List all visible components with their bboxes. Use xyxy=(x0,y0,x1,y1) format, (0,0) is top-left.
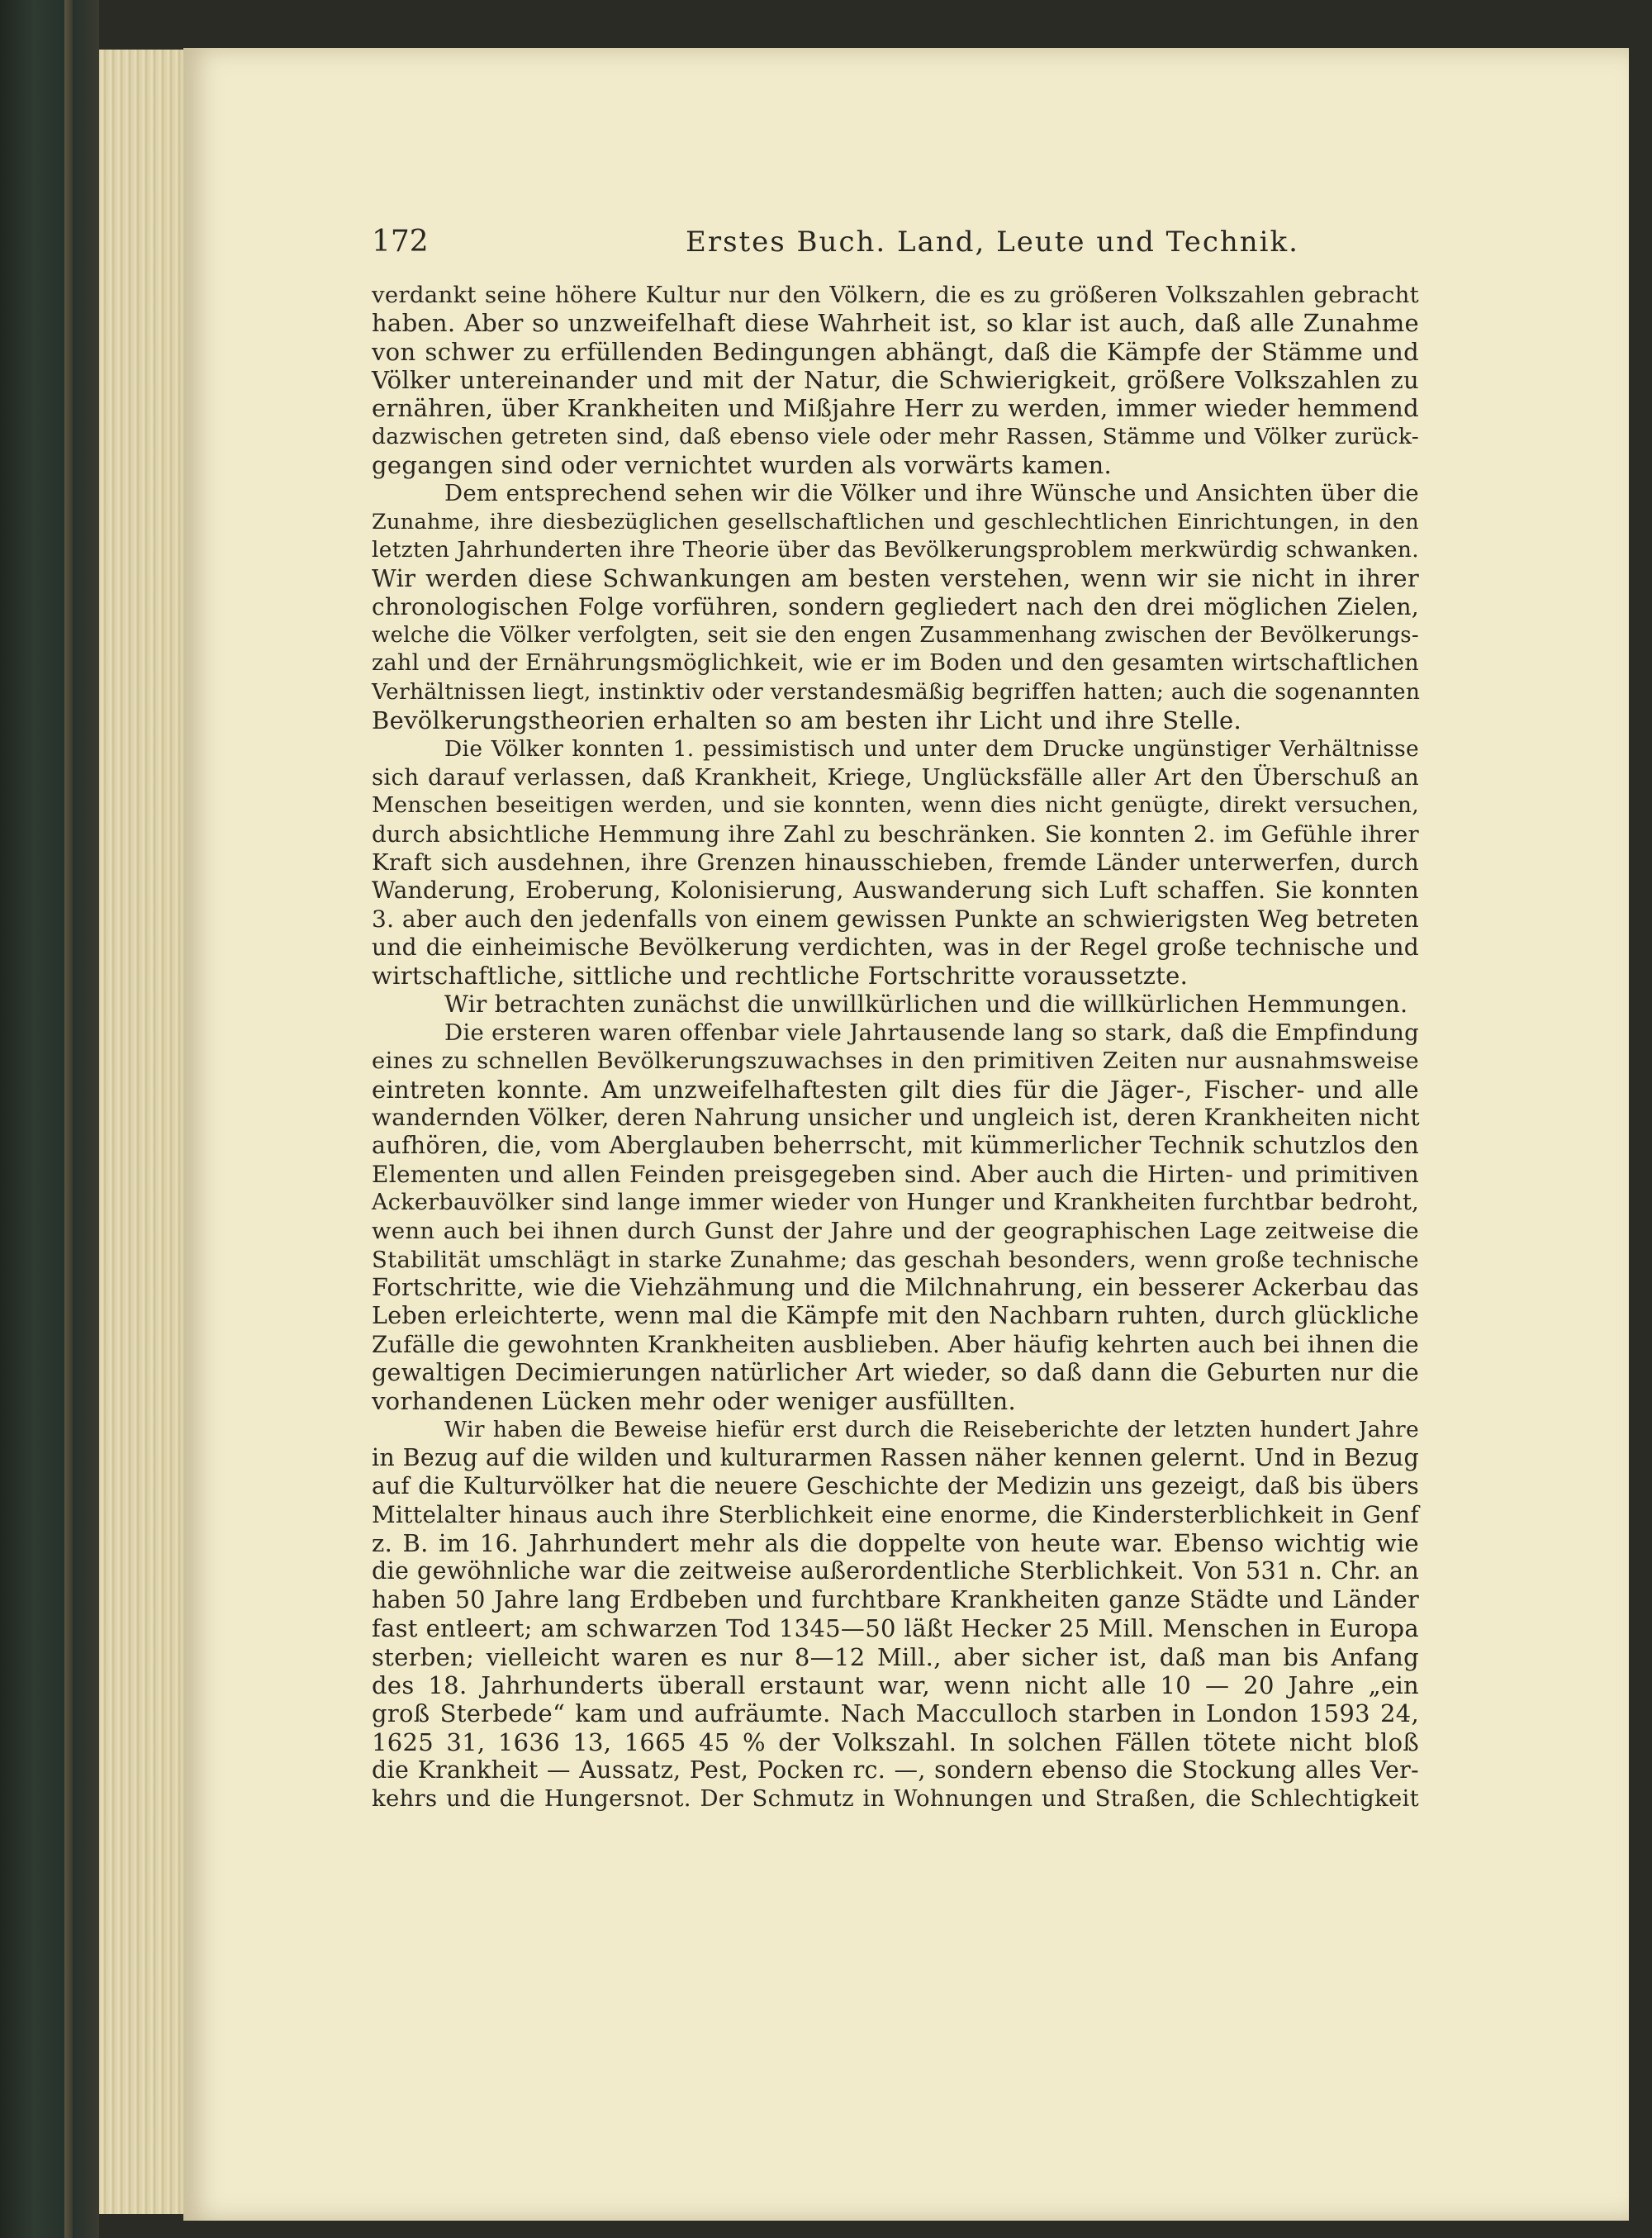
page-number: 172 xyxy=(372,225,429,259)
page-header xyxy=(372,221,1429,263)
text-line: kehrs und die Hungersnot. Der Schmutz in Wohnungen und Straßen, die Schlechtigkeit xyxy=(372,1785,1419,1813)
text-line: zahl und der Ernährungsmöglichkeit, wie er im Boden und den gesamten wirtschaftlichen xyxy=(372,650,1419,677)
text-line: welche die Völker verfolgten, seit sie den engen Zusammenhang zwischen der Bevölkerungs- xyxy=(372,623,1419,649)
book-binding xyxy=(0,0,99,2238)
text-line: letzten Jahrhunderten ihre Theorie über das Bevölkerungsproblem merkwürdig schwanken. xyxy=(372,537,1419,563)
text-line: Bevölkerungstheorien erhalten so am besten ihr Licht und ihre Stelle. xyxy=(372,706,1242,735)
text-line: chronologischen Folge vorführen, sondern gegliedert nach den drei möglichen Zielen, xyxy=(372,592,1419,620)
text-line: vorhandenen Lücken mehr oder weniger ausfüllten. xyxy=(372,1387,1016,1416)
text-line: Menschen beseitigen werden, und sie konnten, wenn dies nicht genügte, direkt versuchen, xyxy=(372,792,1419,819)
text-line: des 18. Jahrhunderts überall erstaunt war, wenn nicht alle 10 — 20 Jahre „ein xyxy=(372,1670,1419,1699)
text-line: Ackerbauvölker sind lange immer wieder von Hunger und Krankheiten furchtbar bedroht, xyxy=(372,1190,1419,1215)
text-line: fast entleert; am schwarzen Tod 1345—50 läßt Hecker 25 Mill. Menschen in Europa xyxy=(372,1614,1419,1643)
text-line: haben 50 Jahre lang Erdbeben und furchtbare Krankheiten ganze Städte und Länder xyxy=(372,1585,1419,1613)
text-line: ernähren, über Krankheiten und Mißjahre Herr zu werden, immer wieder hemmend xyxy=(372,394,1419,423)
text-line: Verhältnissen liegt, instinktiv oder verstandesmäßig begriffen hatten; auch die sogenannten xyxy=(372,678,1421,705)
text-line: Völker untereinander und mit der Natur, die Schwierigkeit, größere Volkszahlen zu xyxy=(372,366,1419,395)
text-line: sich darauf verlassen, daß Krankheit, Kriege, Unglücksfälle aller Art den Überschuß an xyxy=(372,763,1419,791)
text-line: Zufälle die gewohnten Krankheiten ausblieben. Aber häufig kehrten auch bei ihnen die xyxy=(372,1330,1419,1358)
text-line: sterben; vielleicht waren es nur 8—12 Mill., aber sicher ist, daß man bis Anfang xyxy=(372,1642,1419,1671)
text-line: die Krankheit — Aussatz, Pest, Pocken rc. —, sondern ebenso die Stockung alles Ver- xyxy=(372,1756,1419,1784)
text-line: eines zu schnellen Bevölkerungszuwachses in den primitiven Zeiten nur ausnahmsweise xyxy=(372,1048,1419,1075)
text-line: Kraft sich ausdehnen, ihre Grenzen hinausschieben, fremde Länder unterwerfen, durch xyxy=(372,848,1419,876)
text-line: Wir haben die Beweise hiefür erst durch die Reiseberichte der letzten hundert Jahre xyxy=(444,1416,1419,1442)
page-edges xyxy=(99,50,190,2214)
text-line: wandernden Völker, deren Nahrung unsicher und ungleich ist, deren Krankheiten nicht xyxy=(372,1103,1420,1131)
text-line: die gewöhnliche war die zeitweise außerordentliche Sterblichkeit. Von 531 n. Chr. an xyxy=(372,1557,1419,1585)
text-line: Mittelalter hinaus auch ihre Sterblichkeit eine enorme, die Kindersterblichkeit in Genf xyxy=(372,1500,1419,1528)
text-line: verdankt seine höhere Kultur nur den Völkern, die es zu größeren Volkszahlen gebracht xyxy=(372,282,1419,308)
text-line: eintreten konnte. Am unzweifelhaftesten gilt dies für die Jäger-, Fischer- und alle xyxy=(372,1075,1419,1104)
text-line: von schwer zu erfüllenden Bedingungen abhängt, daß die Kämpfe der Stämme und xyxy=(372,337,1419,366)
text-line: 3. aber auch den jedenfalls von einem gewissen Punkte an schwierigsten Weg betreten xyxy=(372,905,1419,933)
text-line: dazwischen getreten sind, daß ebenso viele oder mehr Rassen, Stämme und Völker zurück- xyxy=(372,423,1419,449)
text-line: in Bezug auf die wilden und kulturarmen Rassen näher kennen gelernt. Und in Bezug xyxy=(372,1444,1419,1472)
text-line: Wir betrachten zunächst die unwillkürlichen und die willkürlichen Hemmungen. xyxy=(444,990,1408,1018)
text-line: groß Sterbede“ kam und aufräumte. Nach Macculloch starben in London 1593 24, xyxy=(372,1699,1419,1728)
text-line: wirtschaftliche, sittliche und rechtliche Fortschritte voraussetzte. xyxy=(372,962,1189,991)
text-line: aufhören, die, vom Aberglauben beherrscht, mit kümmerlicher Technik schutzlos den xyxy=(372,1132,1419,1160)
body-text xyxy=(372,281,1419,2181)
text-line: durch absichtliche Hemmung ihre Zahl zu beschränken. Sie konnten 2. im Gefühle ihrer xyxy=(372,820,1419,848)
text-line: Fortschritte, wie die Viehzähmung und die Milchnahrung, ein besserer Ackerbau das xyxy=(372,1274,1419,1302)
text-line: haben. Aber so unzweifelhaft diese Wahrheit ist, so klar ist auch, daß alle Zunahme xyxy=(372,309,1419,338)
text-line: und die einheimische Bevölkerung verdichten, was in der Regel große technische und xyxy=(372,933,1419,961)
text-line: Die ersteren waren offenbar viele Jahrtausende lang so stark, daß die Empfindung xyxy=(444,1019,1419,1046)
running-title: Erstes Buch. Land, Leute und Technik. xyxy=(686,226,1299,259)
text-line: Wir werden diese Schwankungen am besten verstehen, wenn wir sie nicht in ihrer xyxy=(372,564,1419,593)
text-line: Leben erleichterte, wenn mal die Kämpfe mit den Nachbarn ruhten, durch glückliche xyxy=(372,1302,1419,1330)
binding-edge xyxy=(64,0,73,2238)
text-line: Wanderung, Eroberung, Kolonisierung, Auswanderung sich Luft schaffen. Sie konnten xyxy=(372,877,1419,905)
text-line: z. B. im 16. Jahrhundert mehr als die doppelte von heute war. Ebenso wichtig wie xyxy=(372,1529,1419,1558)
text-line: wenn auch bei ihnen durch Gunst der Jahre und der geographischen Lage zeitweise die xyxy=(372,1218,1419,1245)
text-line: Dem entsprechend sehen wir die Völker und ihre Wünsche und Ansichten über die xyxy=(444,480,1419,507)
text-line: gegangen sind oder vernichtet wurden als vorwärts kamen. xyxy=(372,451,1113,480)
text-line: Zunahme, ihre diesbezüglichen gesellschaftlichen und geschlechtlichen Einrichtungen, in den xyxy=(372,509,1419,535)
text-line: auf die Kulturvölker hat die neuere Geschichte der Medizin uns gezeigt, daß bis übers xyxy=(372,1472,1419,1500)
text-line: 1625 31, 1636 13, 1665 45 % der Volkszahl. In solchen Fällen tötete nicht bloß xyxy=(372,1727,1419,1756)
text-line: Die Völker konnten 1. pessimistisch und unter dem Drucke ungünstiger Verhältnisse xyxy=(444,735,1419,762)
text-line: Stabilität umschlägt in starke Zunahme; das geschah besonders, wenn große technische xyxy=(372,1246,1419,1273)
text-line: Elementen und allen Feinden preisgegeben sind. Aber auch die Hirten- und primitiven xyxy=(372,1160,1419,1188)
text-line: gewaltigen Decimierungen natürlicher Art wieder, so daß dann die Geburten nur die xyxy=(372,1359,1419,1387)
